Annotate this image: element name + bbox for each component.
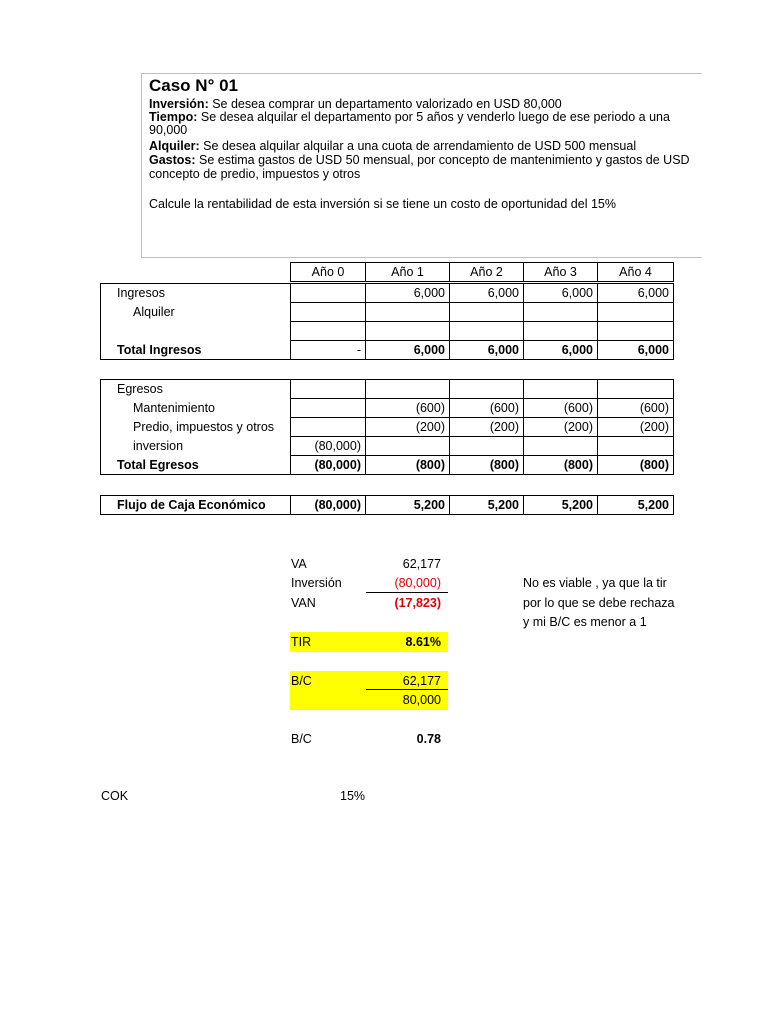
table-row [101, 322, 674, 341]
cell: (800) [366, 456, 450, 475]
case-line-gastos-cont: concepto de predio, impuestos y otros [149, 167, 361, 181]
note-line-3: y mi B/C es menor a 1 [523, 615, 647, 629]
cell [366, 303, 450, 322]
cell [524, 437, 598, 456]
cell: 5,200 [450, 496, 524, 515]
case-line-inversion: Inversión: Se desea comprar un departamento valorizado en USD 80,000 [149, 97, 562, 111]
cell [291, 284, 366, 303]
van-rule [366, 592, 448, 593]
cell [291, 322, 366, 341]
cell: 6,000 [366, 341, 450, 360]
cell [291, 303, 366, 322]
table-row [101, 437, 674, 456]
cok-label: COK [101, 789, 129, 803]
cell: - [291, 341, 366, 360]
cell: (200) [450, 418, 524, 437]
case-line-alquiler: Alquiler: Se desea alquilar alquilar a una cuota de arrendamiento de USD 500 mensual [149, 139, 637, 153]
cell [524, 380, 598, 399]
cell [524, 303, 598, 322]
cell [366, 437, 450, 456]
case-question: Calcule la rentabilidad de esta inversión si se tiene un costo de oportunidad del 15% [149, 197, 616, 211]
table-row [101, 341, 674, 360]
cell: (800) [450, 456, 524, 475]
table-row [101, 399, 674, 418]
ingresos-label: Ingresos [101, 284, 291, 303]
egresos-label: Egresos [101, 380, 291, 399]
year-header-table [290, 262, 674, 282]
cell [450, 437, 524, 456]
inversion-label: inversion [101, 437, 291, 456]
cell: (200) [366, 418, 450, 437]
total-ingresos-label: Total Ingresos [101, 341, 291, 360]
header-year-2: Año 2 [450, 263, 524, 282]
predio-label: Predio, impuestos y otros [101, 418, 291, 437]
table-row [101, 284, 674, 303]
header-year-3: Año 3 [524, 263, 598, 282]
cell: 6,000 [598, 341, 674, 360]
cell: (80,000) [291, 437, 366, 456]
cell [101, 322, 291, 341]
cell [291, 380, 366, 399]
cell: 6,000 [524, 341, 598, 360]
total-egresos-label: Total Egresos [101, 456, 291, 475]
table-row [101, 380, 674, 399]
cell: (80,000) [291, 456, 366, 475]
cell: 6,000 [524, 284, 598, 303]
bc-denominator: 80,000 [402, 693, 441, 707]
table-row [101, 418, 674, 437]
bc2-label: B/C [291, 732, 312, 746]
cell [366, 322, 450, 341]
cell [291, 418, 366, 437]
tir-label: TIR [291, 635, 312, 649]
cell [598, 322, 674, 341]
cell [450, 380, 524, 399]
cell: 5,200 [524, 496, 598, 515]
van-value: (17,823) [394, 596, 441, 610]
bc-label: B/C [291, 674, 312, 688]
cell [598, 380, 674, 399]
table-row [101, 456, 674, 475]
va-label: VA [291, 557, 307, 571]
inversion-sum-value: (80,000) [394, 576, 441, 590]
ingresos-table [100, 283, 674, 360]
cell [366, 380, 450, 399]
header-year-1: Año 1 [366, 263, 450, 282]
cell: (600) [366, 399, 450, 418]
cell [598, 303, 674, 322]
cell: (80,000) [291, 496, 366, 515]
cell [524, 322, 598, 341]
tir-value: 8.61% [405, 635, 441, 649]
cell: 6,000 [450, 341, 524, 360]
cell [291, 399, 366, 418]
cell [450, 322, 524, 341]
cell: (600) [598, 399, 674, 418]
cell: (200) [524, 418, 598, 437]
note-line-2: por lo que se debe rechaza [523, 596, 675, 610]
table-row [101, 496, 674, 515]
flujo-table [100, 495, 674, 515]
bc-numerator: 62,177 [402, 674, 441, 688]
case-line-gastos: Gastos: Se estima gastos de USD 50 mensual, por concepto de mantenimiento y gastos de USD [149, 153, 690, 167]
inversion-sum-label: Inversión [291, 576, 342, 590]
case-line-tiempo-cont: 90,000 [149, 123, 188, 137]
mantenimiento-label: Mantenimiento [101, 399, 291, 418]
cell: (600) [524, 399, 598, 418]
note-line-1: No es viable , ya que la tir [523, 576, 667, 590]
va-value: 62,177 [402, 557, 441, 571]
bc-fraction-rule [366, 689, 448, 690]
egresos-table [100, 379, 674, 475]
case-line-tiempo: Tiempo: Se desea alquilar el departamento por 5 años y venderlo luego de ese periodo a una [149, 110, 670, 124]
cell: 6,000 [366, 284, 450, 303]
cok-value: 15% [340, 789, 366, 803]
cell: (200) [598, 418, 674, 437]
year-header-row [291, 263, 674, 282]
cell: (800) [598, 456, 674, 475]
cell: 6,000 [598, 284, 674, 303]
bc2-value: 0.78 [416, 732, 441, 746]
van-label: VAN [291, 596, 316, 610]
header-year-0: Año 0 [291, 263, 366, 282]
cell: 5,200 [598, 496, 674, 515]
alquiler-label: Alquiler [101, 303, 291, 322]
cell: (600) [450, 399, 524, 418]
flujo-label: Flujo de Caja Económico [101, 496, 291, 515]
cell [450, 303, 524, 322]
case-title: Caso N° 01 [149, 76, 239, 95]
cell: 5,200 [366, 496, 450, 515]
cell [598, 437, 674, 456]
header-year-4: Año 4 [598, 263, 674, 282]
table-row [101, 303, 674, 322]
cell: 6,000 [450, 284, 524, 303]
cell: (800) [524, 456, 598, 475]
